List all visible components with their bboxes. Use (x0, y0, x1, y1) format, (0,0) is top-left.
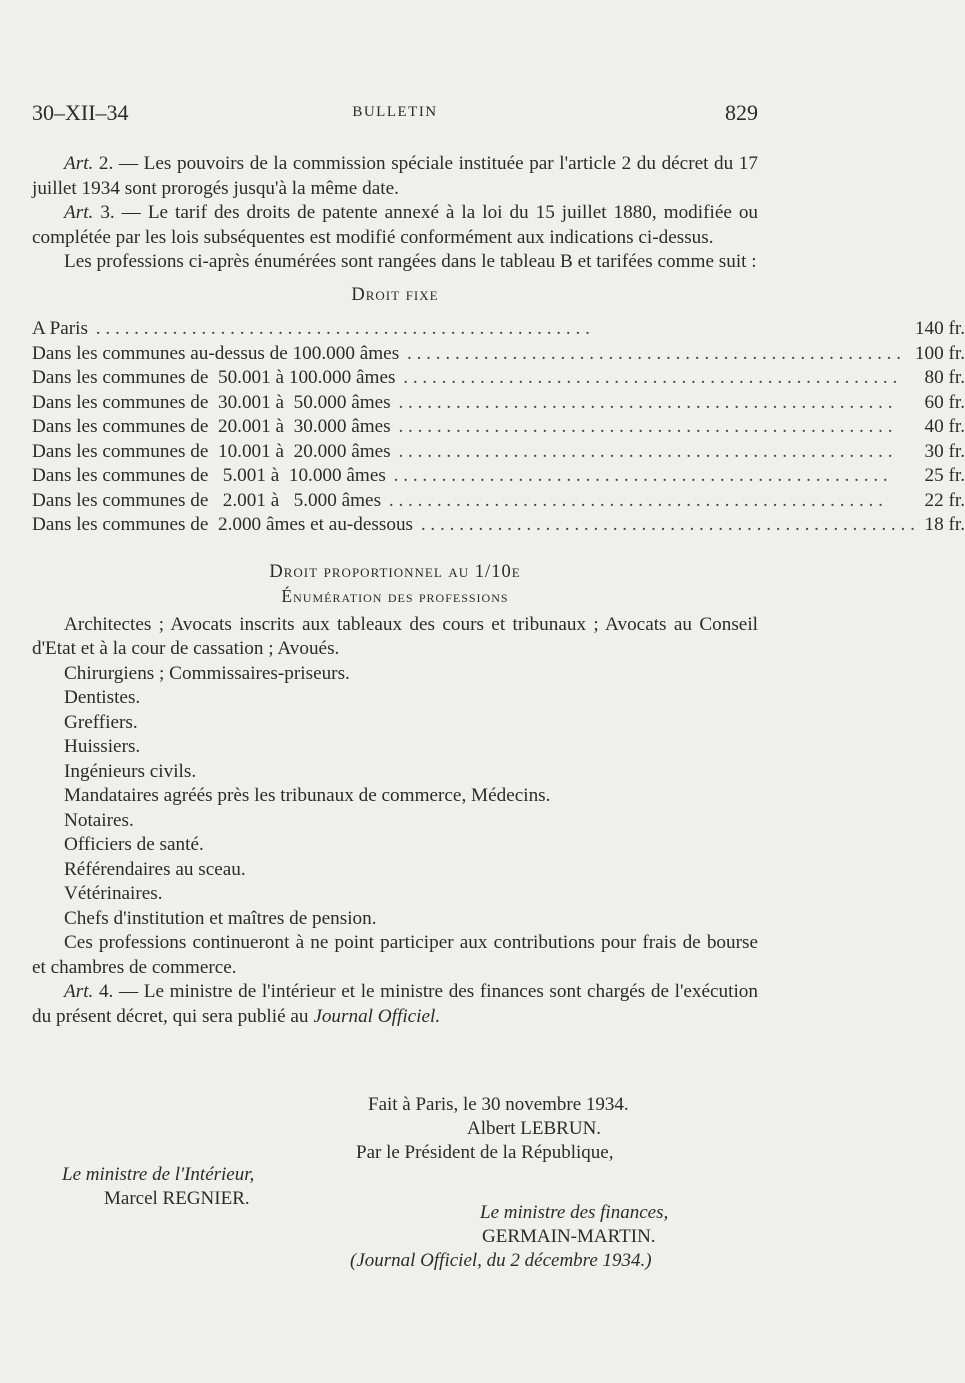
header-date: 30–XII–34 (32, 100, 129, 125)
rate-amount: 100 fr. (914, 342, 965, 364)
rate-amount: 60 fr. (924, 391, 965, 413)
leader-dots: . . . . . . . . . . . . . . . . . . . . . . . . . . . . . . . . . . . . . . . . . . . . . . . . . . . . (393, 416, 893, 437)
professions-first: Architectes ; Avocats inscrits aux tableaux des cours et tribunaux ; Avocats au Conseil d'Etat et à la cour de cassation ; Avoués. (32, 613, 758, 659)
leader-dots: . . . . . . . . . . . . . . . . . . . . . . . . . . . . . . . . . . . . . . . . . . . . . . . . . . . . (384, 489, 883, 511)
rate-description: Dans les communes de 50.001 à 100.000 âmes (32, 367, 398, 388)
enumeration-heading: Énumération des professions (281, 586, 509, 606)
article-3: Art. 3. — Le tarif des droits de patente annexé à la loi du 15 juillet 1880, modifiée ou complétée par les lois subséquentes est modifié conformément aux indications ci-dessus. (32, 202, 759, 248)
profession-item: Officiers de santé. (64, 834, 204, 855)
rate-row (32, 464, 965, 489)
rate-amount: 40 fr. (924, 416, 965, 437)
header-title: BULLETIN (352, 104, 438, 120)
par-le-president: Par le Président de la République, (356, 1142, 614, 1163)
finances-name: GERMAIN-MARTIN. (482, 1226, 656, 1247)
rate-amount: 18 fr. (924, 514, 965, 535)
page-header (32, 100, 758, 128)
professions-list (32, 662, 758, 932)
page-number: 829 (725, 100, 758, 125)
rate-description: Dans les communes de 30.001 à 50.000 âmes (32, 392, 394, 413)
president-name: Albert LEBRUN. (467, 1118, 602, 1139)
leader-dots: . . . . . . . . . . . . . . . . . . . . . . . . . . . . . . . . . . . . . . . . . . . . . . . . . . . . (416, 514, 915, 535)
finances-title: Le ministre des finances, (480, 1202, 669, 1223)
leader-dots: . . . . . . . . . . . . . . . . . . . . . . . . . . . . . . . . . . . . . . . . . . . . . . . . . . . . (402, 342, 902, 364)
rate-amount: 25 fr. (924, 465, 965, 486)
rate-description: A Paris (32, 318, 91, 339)
rate-amount: 80 fr. (924, 367, 965, 388)
rate-description: Dans les communes au-dessus de 100.000 âmes (32, 343, 402, 364)
leader-dots: . . . . . . . . . . . . . . . . . . . . . . . . . . . . . . . . . . . . . . . . . . . . . . . . . . . . (90, 318, 590, 339)
profession-item: Référendaires au sceau. (64, 858, 246, 880)
profession-item: Ingénieurs civils. (64, 760, 197, 782)
rate-row (32, 342, 965, 367)
rate-row (32, 391, 965, 416)
page-body (32, 152, 965, 1029)
professions-note: Ces professions continueront à ne point participer aux contributions pour frais de bourse et chambres de commerce. (32, 932, 758, 978)
interieur-name: Marcel REGNIER. (104, 1188, 250, 1209)
rate-description: Dans les communes de 10.001 à 20.000 âmes (32, 441, 394, 462)
rate-row (32, 366, 965, 391)
article-2: Art. 2. — Les pouvoirs de la commission spéciale instituée par l'article 2 du décret du 17 juillet 1934 sont prorogés jusqu'à la même date. (32, 153, 758, 199)
profession-item: Huissiers. (64, 736, 141, 757)
rate-row (32, 489, 965, 514)
leader-dots: . . . . . . . . . . . . . . . . . . . . . . . . . . . . . . . . . . . . . . . . . . . . . . . . . . . . (398, 367, 898, 388)
rate-row (32, 440, 965, 465)
interieur-title: Le ministre de l'Intérieur, (62, 1164, 255, 1185)
leader-dots: . . . . . . . . . . . . . . . . . . . . . . . . . . . . . . . . . . . . . . . . . . . . . . . . . . . . (393, 391, 893, 413)
droit-fixe-heading: Droit fixe (351, 284, 439, 305)
intro-paragraph: Les professions ci-après énumérées sont rangées dans le tableau B et tarifées comme suit : (64, 251, 757, 272)
droit-proportionnel-heading: Droit proportionnel au 1/10e (269, 561, 521, 582)
fait-line: Fait à Paris, le 30 novembre 1934. (368, 1094, 629, 1115)
profession-item: Dentistes. (64, 687, 141, 708)
profession-item: Greffiers. (64, 711, 138, 733)
profession-item: Mandataires agréés près les tribunaux de commerce, Médecins. (64, 785, 551, 806)
rate-description: Dans les communes de 20.001 à 30.000 âmes (32, 416, 394, 437)
rate-row (32, 415, 965, 440)
rate-row (32, 317, 965, 342)
profession-item: Vétérinaires. (64, 883, 163, 904)
rate-amount: 30 fr. (924, 440, 965, 462)
rate-amount: 140 fr. (914, 318, 965, 339)
profession-item: Chefs d'institution et maîtres de pension. (64, 907, 377, 929)
article-4: Art. 4. — Le ministre de l'intérieur et le ministre des finances sont chargés de l'exécution du présent décret, qui sera publié au Journal Officiel. (32, 981, 758, 1027)
profession-item: Notaires. (64, 809, 134, 831)
rate-description: Dans les communes de 2.000 âmes et au-dessous (32, 514, 416, 535)
rate-row (32, 513, 965, 538)
rate-description: Dans les communes de 5.001 à 10.000 âmes (32, 465, 389, 486)
rate-description: Dans les communes de 2.001 à 5.000 âmes (32, 490, 384, 511)
rate-amount: 22 fr. (924, 489, 965, 511)
source-line: (Journal Officiel, du 2 décembre 1934.) (350, 1250, 652, 1271)
rates-table (32, 317, 965, 538)
leader-dots: . . . . . . . . . . . . . . . . . . . . . . . . . . . . . . . . . . . . . . . . . . . . . . . . . . . . (388, 465, 888, 486)
leader-dots: . . . . . . . . . . . . . . . . . . . . . . . . . . . . . . . . . . . . . . . . . . . . . . . . . . . . (393, 440, 893, 462)
profession-item: Chirurgiens ; Commissaires-priseurs. (64, 662, 350, 684)
